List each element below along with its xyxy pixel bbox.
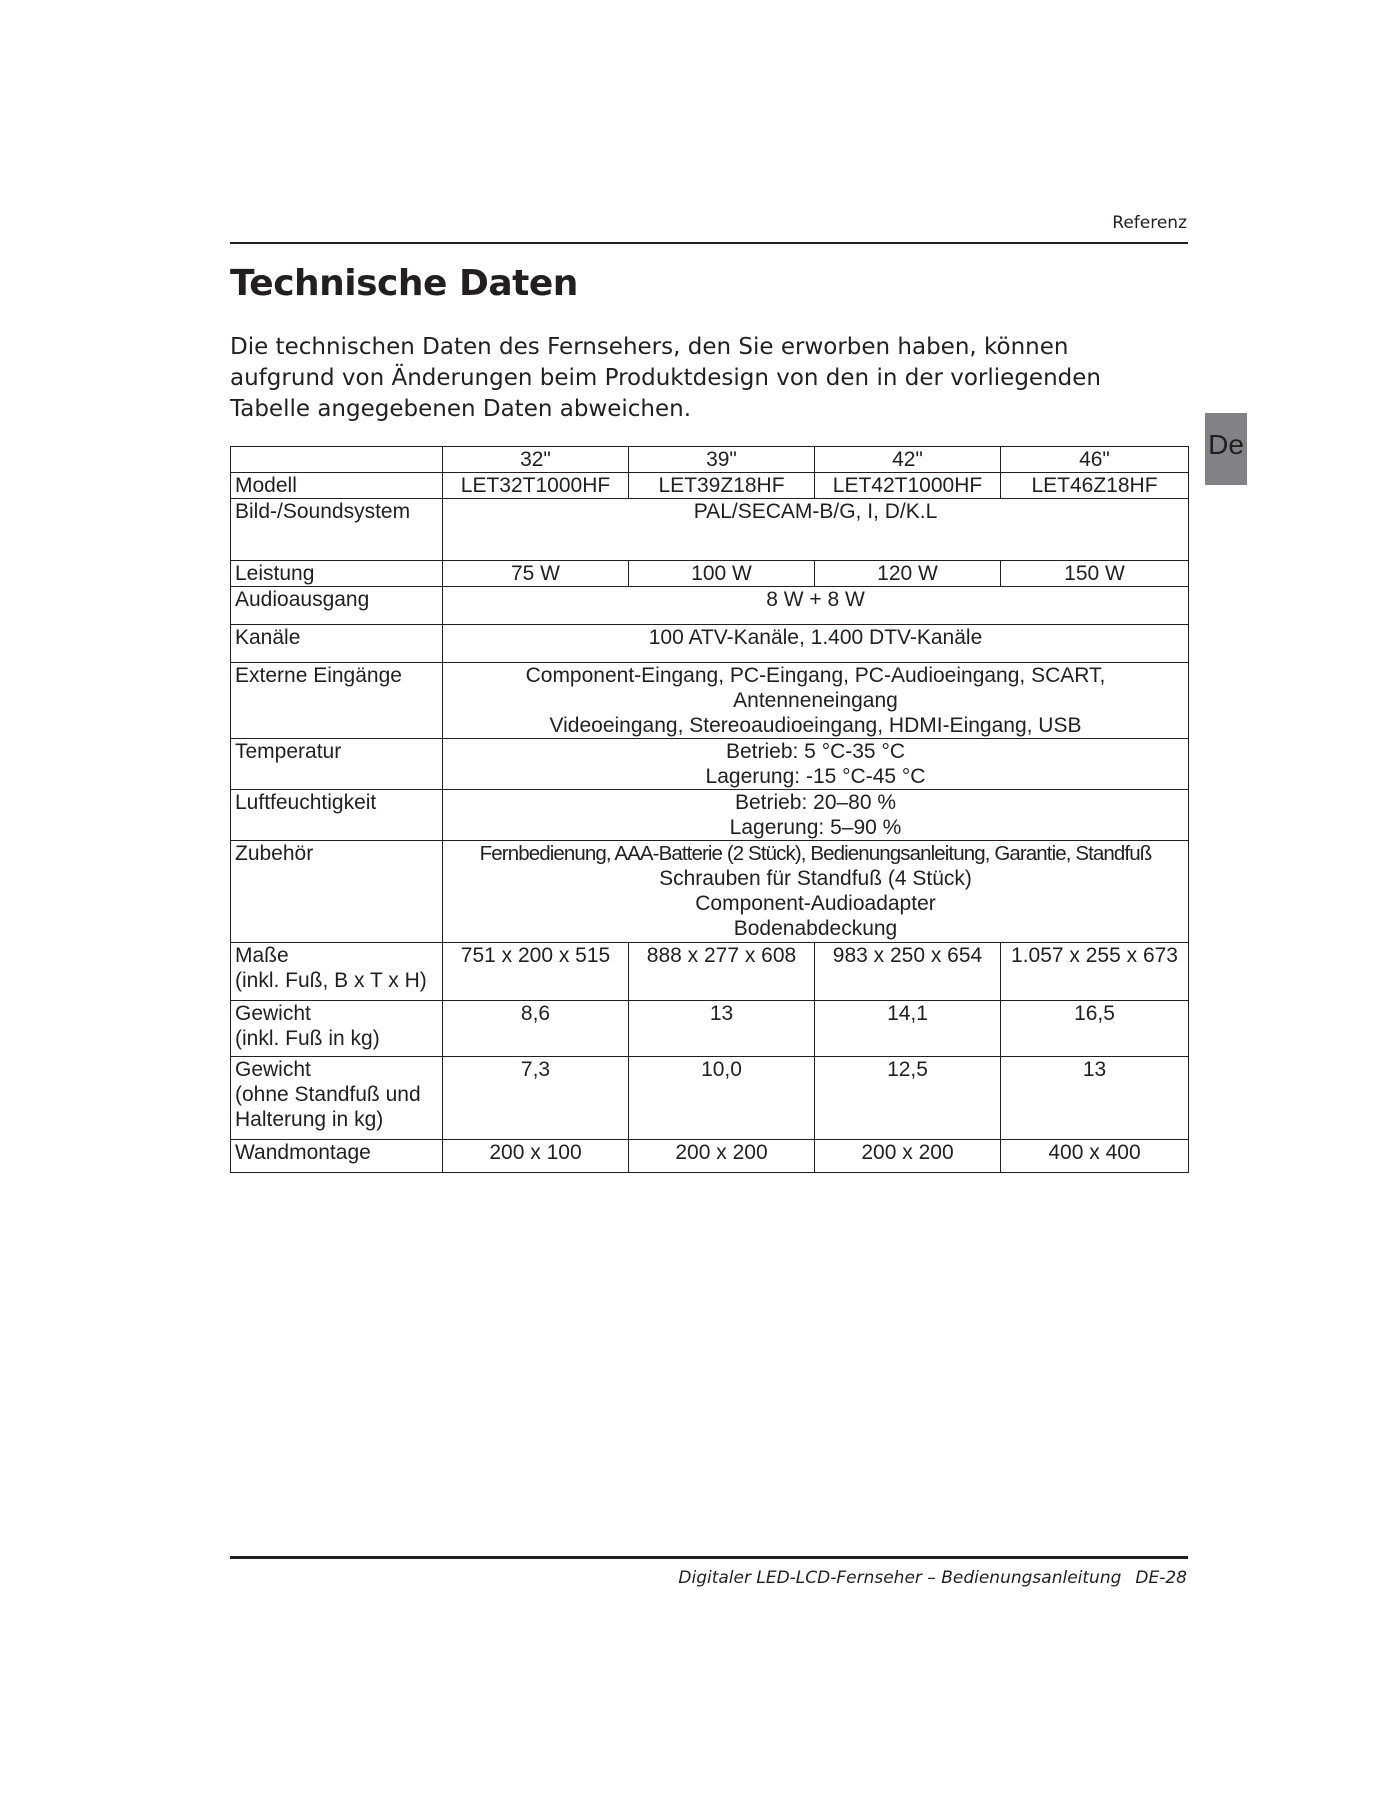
- weight-cell: 16,5: [1001, 1001, 1189, 1057]
- temperature-line: Betrieb: 5 °C-35 °C: [725, 740, 906, 763]
- row-label: Bild-/Soundsystem: [231, 499, 443, 561]
- row-label: Wandmontage: [231, 1140, 443, 1173]
- sound-system-cell: PAL/SECAM-B/G, I, D/K.L: [443, 499, 1189, 561]
- row-label: [231, 943, 443, 1001]
- size-cell: 32": [443, 447, 629, 473]
- size-cell: 39": [629, 447, 815, 473]
- row-label-line: Gewicht: [235, 1058, 311, 1081]
- audio-output-cell: 8 W + 8 W: [443, 587, 1189, 625]
- accessories-cell: [443, 841, 1189, 943]
- table-row: [231, 841, 1189, 943]
- size-cell: 46": [1001, 447, 1189, 473]
- dimensions-cell: 888 x 277 x 608: [629, 943, 815, 1001]
- row-label: [231, 1001, 443, 1057]
- humidity-line: Betrieb: 20–80 %: [734, 791, 897, 814]
- wall-mount-cell: 200 x 200: [629, 1140, 815, 1173]
- model-cell: LET46Z18HF: [1001, 473, 1189, 499]
- table-row: [231, 1057, 1189, 1140]
- language-tab-label: De: [1208, 429, 1244, 460]
- power-cell: 120 W: [815, 561, 1001, 587]
- row-label-line: Gewicht: [235, 1002, 311, 1025]
- row-label: Externe Eingänge: [231, 663, 443, 739]
- table-row: [231, 625, 1189, 663]
- row-label: Kanäle: [231, 625, 443, 663]
- header-rule: [230, 242, 1188, 244]
- channels-cell: 100 ATV-Kanäle, 1.400 DTV-Kanäle: [443, 625, 1189, 663]
- dimensions-cell: 1.057 x 255 x 673: [1001, 943, 1189, 1001]
- page-title: Technische Daten: [230, 263, 578, 304]
- accessories-line: Component-Audioadapter: [695, 892, 936, 915]
- row-label: Audioausgang: [231, 587, 443, 625]
- table-row: [231, 587, 1189, 625]
- accessories-line: Schrauben für Standfuß (4 Stück): [659, 867, 972, 890]
- wall-mount-cell: 400 x 400: [1001, 1140, 1189, 1173]
- table-row: [231, 1140, 1189, 1173]
- temperature-cell: [443, 739, 1189, 790]
- size-cell: 42": [815, 447, 1001, 473]
- table-row: [231, 499, 1189, 561]
- footer-rule: [230, 1556, 1188, 1559]
- model-cell: LET32T1000HF: [443, 473, 629, 499]
- weight-cell: 13: [1001, 1057, 1189, 1140]
- footer: [664, 1568, 1187, 1588]
- table-row: [231, 1001, 1189, 1057]
- wall-mount-cell: 200 x 200: [815, 1140, 1001, 1173]
- accessories-line: Fernbedienung, AAA-Batterie (2 Stück), Bedienungsanleitung, Garantie, Standfuß: [479, 842, 1152, 865]
- power-cell: 100 W: [629, 561, 815, 587]
- row-label: [231, 1057, 443, 1140]
- table-row: [231, 663, 1189, 739]
- footer-text: Digitaler LED-LCD-Fernseher – Bedienungsanleitung: [678, 1568, 1122, 1588]
- inputs-line: Antenneneingang: [733, 689, 898, 712]
- table-row: [231, 561, 1189, 587]
- weight-cell: 12,5: [815, 1057, 1001, 1140]
- power-cell: 150 W: [1001, 561, 1189, 587]
- weight-cell: 13: [629, 1001, 815, 1057]
- humidity-line: Lagerung: 5–90 %: [729, 816, 902, 839]
- table-row: [231, 447, 1189, 473]
- table-row: [231, 739, 1189, 790]
- inputs-cell: [443, 663, 1189, 739]
- row-label-line: (inkl. Fuß, B x T x H): [235, 969, 427, 992]
- inputs-line: Videoeingang, Stereoaudioeingang, HDMI-Eingang, USB: [549, 714, 1082, 737]
- table-row: [231, 790, 1189, 841]
- row-label-line: (ohne Standfuß und: [235, 1083, 421, 1106]
- dimensions-cell: 751 x 200 x 515: [443, 943, 629, 1001]
- row-label: Leistung: [231, 561, 443, 587]
- row-label-line: Maße: [235, 944, 289, 967]
- page-number: DE-28: [1135, 1568, 1187, 1588]
- dimensions-cell: 983 x 250 x 654: [815, 943, 1001, 1001]
- intro-paragraph: Die technischen Daten des Fernsehers, den Sie erworben haben, können aufgrund von Änderungen beim Produktdesign von den in der vorliegenden Tabelle angegebenen Daten abweichen.: [230, 334, 1101, 422]
- power-cell: 75 W: [443, 561, 629, 587]
- inputs-line: Component-Eingang, PC-Eingang, PC-Audioeingang, SCART,: [525, 664, 1106, 687]
- weight-cell: 8,6: [443, 1001, 629, 1057]
- weight-cell: 14,1: [815, 1001, 1001, 1057]
- row-label: Modell: [231, 473, 443, 499]
- temperature-line: Lagerung: -15 °C-45 °C: [705, 765, 926, 788]
- language-tab: [1205, 413, 1247, 485]
- wall-mount-cell: 200 x 100: [443, 1140, 629, 1173]
- spec-table: [230, 446, 1189, 1173]
- table-row: [231, 473, 1189, 499]
- humidity-cell: [443, 790, 1189, 841]
- row-label: Temperatur: [231, 739, 443, 790]
- table-row: [231, 943, 1189, 1001]
- row-label-line: (inkl. Fuß in kg): [235, 1027, 380, 1050]
- model-cell: LET39Z18HF: [629, 473, 815, 499]
- row-label: Luftfeuchtigkeit: [231, 790, 443, 841]
- section-label: Referenz: [1112, 213, 1187, 233]
- table-cell-empty: [231, 447, 443, 473]
- accessories-line: Bodenabdeckung: [733, 917, 898, 940]
- row-label-line: Halterung in kg): [235, 1108, 384, 1131]
- row-label: Zubehör: [231, 841, 443, 943]
- weight-cell: 10,0: [629, 1057, 815, 1140]
- weight-cell: 7,3: [443, 1057, 629, 1140]
- model-cell: LET42T1000HF: [815, 473, 1001, 499]
